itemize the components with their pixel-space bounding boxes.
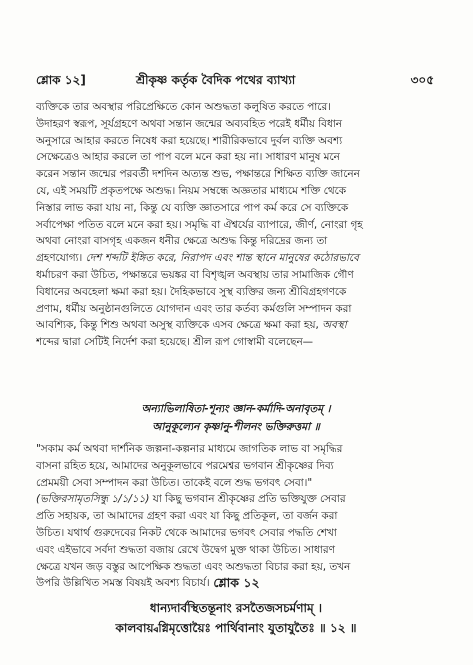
text-line: প্রণাম, ধর্মীয় অনুষ্ঠানগুলিতে যোগদান এবং তার কর্তব্য কর্মগুলি সম্পাদন করা (36, 302, 352, 315)
scripture-reference: (ভক্তিরসামৃতসিন্ধু ১/১/১১) (36, 493, 150, 506)
text-line: বাসনা রহিত হয়ে, আমাদের অনুকূলভাবে পরমেশ্বর ভগবান শ্রীকৃষ্ণের দিব্য (36, 459, 334, 472)
text-line: অথবা নোংরা বাসগৃহ একজন ধনীর ক্ষেত্রে অশুদ্ধ কিন্তু দরিদ্রের জন্য তা (36, 235, 328, 248)
chapter-title: শ্রীকৃষ্ণ কর্তৃক বৈদিক পথের ব্যাখ্যা (136, 73, 296, 87)
purport-paragraph-1 (36, 99, 436, 351)
page-header (36, 72, 434, 90)
text-line: সেক্ষেত্রেও আহার করলে তা পাপ বলে মনে করা হয় না। সাধারণ মানুষ মনে (36, 151, 340, 164)
text-line (36, 317, 436, 334)
sloka-line: কালবায়্বগ্নিমৃত্তোয়ৈঃ পার্থিবানাং যুতাযুতৈঃ ॥ ১২ ॥ (115, 621, 357, 635)
text-line: ব্যক্তিকে তার অবস্থার পরিপ্রেক্ষিতে কোন অশুদ্ধতা কলুষিত করতে পারে। (36, 101, 331, 113)
verse-line: আনুকূল্যেন কৃষ্ণানু-শীলনং ভক্তিরুত্তমা ॥ (152, 421, 320, 433)
italic-word: অবস্থা (322, 319, 347, 332)
text-line (36, 491, 436, 508)
text-line: ধর্মাচরণ করা উচিত, পক্ষান্তরে ভয়ঙ্কর বা বিশৃঙ্খল অবস্থায় তার সামাজিক গৌণ (36, 268, 354, 281)
text-line: অনুসারে আহার করতে নিষেধ করা হয়েছে। শারীরিকভাবে দুর্বল ব্যক্তি অবশ্য (36, 134, 343, 147)
text-line: যে, এই সময়টি প্রকৃতপক্ষে অশুদ্ধ। নিয়ম সম্বন্ধে অজ্ঞতার মাধ্যমে শক্তি থেকে (36, 184, 347, 197)
text-line: "সকাম কর্ম অথবা দার্শনিক জল্পনা-কল্পনার মাধ্যমে জাগতিক লাভ বা সমৃদ্ধির (36, 443, 343, 455)
text-fragment: আবশ্যিক, কিন্তু শিশু অথবা অসুস্থ ব্যক্তিকে এসব ক্ষেত্রে ক্ষমা করা হয়, (36, 319, 319, 332)
text-line: বিধানের অবহেলা ক্ষমা করা হয়। দৈহিকভাবে সুস্থ ব্যক্তির জন্য শ্রীবিগ্রহগণকে (36, 285, 347, 298)
text-line: উদাহরণ স্বরূপ, সূর্যগ্রহণে অথবা সন্তান জন্মের অব্যবহিত পরেই ধর্মীয় বিধান (36, 117, 342, 130)
text-line: শব্দের দ্বারা সেটিই নির্দেশ করা হয়েছে। শ্রীল রূপ গোস্বামী বলেছেন— (36, 336, 314, 349)
text-line: প্রেমময়ী সেবা সম্পাদন করা উচিত। তাকেই বলে শুদ্ধ ভগবৎ সেবা।" (36, 476, 313, 489)
italic-phrase: দেশ শব্দটি ইঙ্গিত করে, নিরাপদ এবং শান্ত স্থানে মানুষের কঠোরভাবে (85, 252, 359, 265)
text-fragment: যা কিছু ভগবান শ্রীকৃষ্ণের প্রতি ভক্তিযুক্ত সেবার (152, 493, 346, 506)
text-line: করেন সন্তান জন্মের পরবর্তী দশদিন অত্যন্ত শুভ, পক্ষান্তরে শিক্ষিত ব্যক্তি জানেন (36, 168, 360, 181)
purport-paragraph-2 (36, 441, 436, 592)
quoted-verse (36, 400, 436, 436)
text-line (36, 250, 436, 267)
sloka-title: শ্লোক ১২ (213, 575, 260, 590)
text-line: সর্বাপেক্ষা পতিত বলে মনে করা হয়। সমৃদ্ধি বা ঐশ্বর্যের ব্যাপারে, জীর্ণ, নোংরা গৃহ (36, 218, 363, 231)
text-line: নিস্তার লাভ করা যায় না, কিন্তু যে ব্যক্তি জ্ঞাতসারে পাপ কর্ম করে সে ব্যক্তিকে (36, 201, 349, 214)
text-line: প্রতি সহায়ক, তা আমাদের গ্রহণ করা এবং যা কিছু প্রতিকূল, তা বর্জন করা (36, 510, 338, 523)
verse-line: অন্যাভিলাষিতা-শূন্যং জ্ঞান-কর্মাদি-অনাবৃতম্ । (141, 403, 331, 415)
text-line: ক্ষেত্রে যখন জড় বস্তুর আপেক্ষিক শুদ্ধতা এবং অশুদ্ধতা বিচার করা হয়, তখন (36, 560, 351, 573)
verse-reference: শ্লোক ১২] (36, 73, 86, 87)
sanskrit-sloka (36, 598, 436, 638)
text-line: উপরি উল্লিখিত সমস্ত বিষয়ই অবশ্য বিচার্য। (36, 577, 210, 590)
text-line: এবং এইভাবে সর্বদা শুদ্ধতা বজায় রেখে উদ্বেগ মুক্ত থাকা উচিত। সাধারণ (36, 543, 335, 556)
sloka-line: ধান্যদার্বস্থিতন্তূনাং রসতৈজসচর্মণাম্ । (149, 601, 323, 615)
page-number: ৩০৫ (410, 73, 434, 87)
text-line: উচিত। যথার্থ গুরুদেবের নিকট থেকে আমাদের ভগবৎ সেবার পদ্ধতি শেখা (36, 526, 337, 539)
text-fragment: গ্রহণযোগ্য। (36, 252, 83, 265)
